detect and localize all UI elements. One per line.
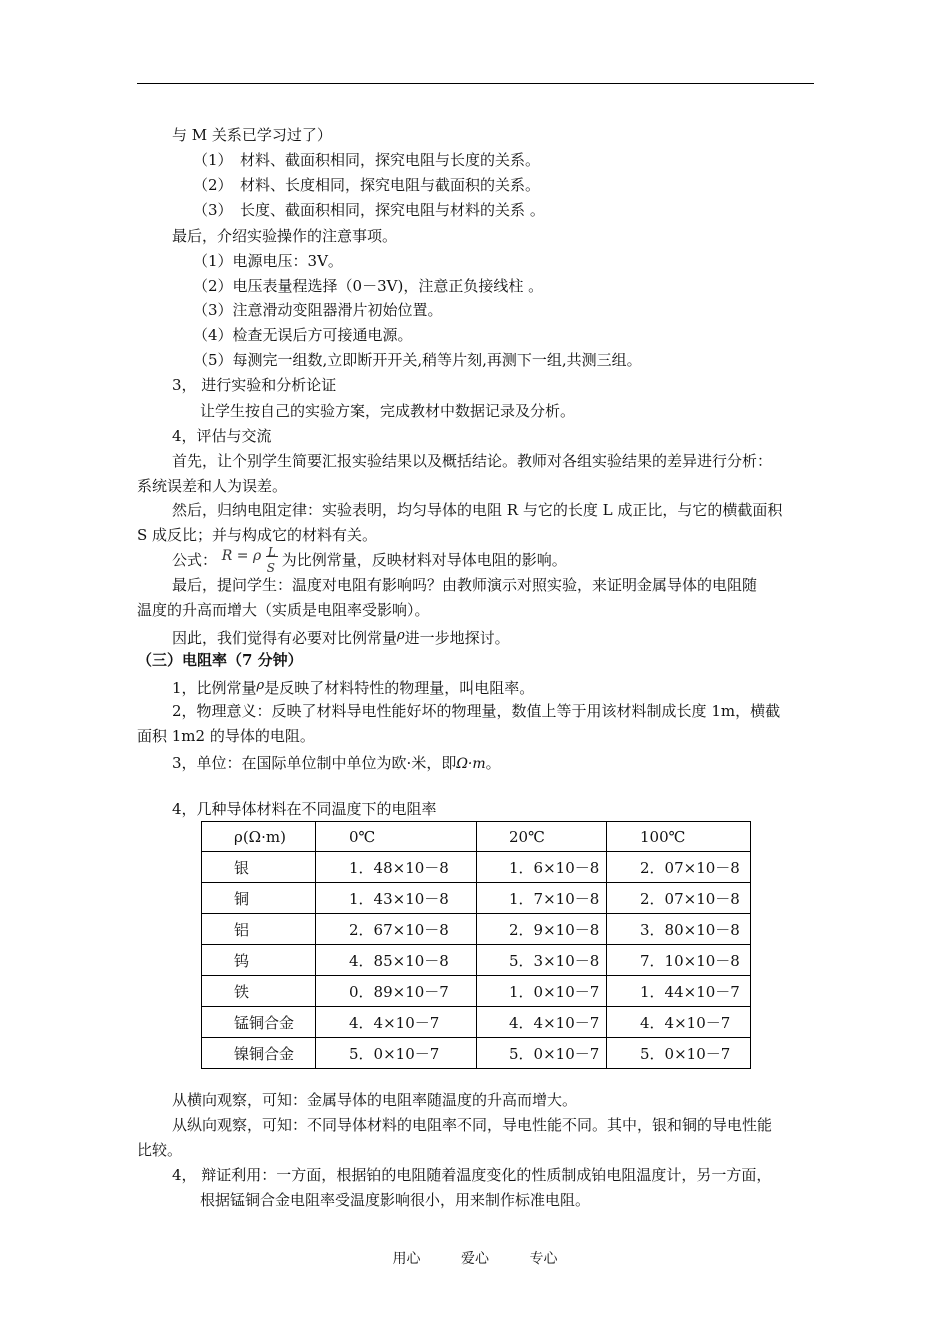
unit-symbol: Ω·m — [456, 756, 486, 772]
table-header-row — [202, 822, 751, 852]
text-line: 面积 1m2 的导体的电阻。 — [137, 727, 315, 745]
footer-word: 用心 — [392, 1251, 421, 1267]
text-line: 温度的升高而增大（实质是电阻率受影响）。 — [137, 601, 430, 619]
text-span: 。 — [485, 754, 501, 772]
page-footer — [0, 1248, 950, 1268]
text-line: 首先，让个别学生简要汇报实验结果以及概括结论。教师对各组实验结果的差异进行分析： — [172, 452, 773, 470]
formula-lhs: R = ρ — [221, 548, 262, 564]
list-item: （4）检查无误后方可接通电源。 — [193, 326, 413, 344]
table-cell: 镍铜合金 — [202, 1038, 316, 1069]
footer-word: 专心 — [529, 1251, 558, 1267]
table-cell: 银 — [202, 852, 316, 883]
section-heading: 3， 进行实验和分析论证 — [172, 376, 337, 394]
table-cell: 2．07×10－8 — [607, 883, 751, 914]
table-row — [202, 914, 751, 945]
table-cell: 1．48×10－8 — [316, 852, 477, 883]
formula-line — [172, 545, 567, 575]
resistance-formula — [221, 545, 282, 575]
text-line — [172, 676, 534, 698]
table-cell: 5．3×10－8 — [477, 945, 607, 976]
text-line: S 成反比；并与构成它的材料有关。 — [137, 526, 378, 544]
text-span: 1，比例常量 — [172, 679, 257, 697]
table-cell: 4．4×10－7 — [316, 1007, 477, 1038]
text-line: 4， 辩证利用：一方面，根据铂的电阻随着温度变化的性质制成铂电阻温度计，另一方面， — [172, 1166, 772, 1184]
table-cell: 4．4×10－7 — [477, 1007, 607, 1038]
table-cell: 2．67×10－8 — [316, 914, 477, 945]
table-row — [202, 1007, 751, 1038]
table-cell: 1．6×10－8 — [477, 852, 607, 883]
list-item: （5）每测完一组数,立即断开开关,稍等片刻,再测下一组,共测三组。 — [193, 351, 642, 369]
text-line — [172, 753, 501, 774]
table-row — [202, 852, 751, 883]
table-cell: 锰铜合金 — [202, 1007, 316, 1038]
text-line: 让学生按自己的实验方案，完成教材中数据记录及分析。 — [200, 402, 576, 420]
text-span: 3，单位：在国际单位制中单位为欧·米，即 — [172, 754, 457, 772]
formula-description: 为比例常量，反映材料对导体电阻的影响。 — [281, 551, 567, 569]
table-row — [202, 976, 751, 1007]
text-line: 然后，归纳电阻定律：实验表明，均匀导体的电阻 R 与它的长度 L 成正比，与它的横截面积 — [172, 501, 783, 519]
text-line: 系统误差和人为误差。 — [137, 477, 288, 495]
footer-word: 爱心 — [461, 1251, 489, 1267]
rho-symbol: ρ — [256, 678, 265, 693]
list-item: （2）电压表量程选择（0－3V)，注意正负接线柱 。 — [193, 277, 544, 295]
text-line: 最后，提问学生：温度对电阻有影响吗？由教师演示对照实验，来证明金属导体的电阻随 — [172, 576, 758, 594]
table-cell: 2．07×10－8 — [607, 852, 751, 883]
table-row — [202, 1038, 751, 1069]
text-line: 从横向观察，可知：金属导体的电阻率随温度的升高而增大。 — [172, 1091, 578, 1109]
text-line: 根据锰铜合金电阻率受温度影响很小，用来制作标准电阻。 — [200, 1191, 591, 1209]
text-span: 是反映了材料特性的物理量，叫电阻率。 — [264, 679, 535, 697]
section-heading: 4，评估与交流 — [172, 427, 272, 445]
table-cell: 2．9×10－8 — [477, 914, 607, 945]
text-span: 因此，我们觉得有必要对比例常量 — [172, 629, 398, 647]
resistivity-table — [201, 821, 751, 1069]
list-item: （3） 长度、截面积相同，探究电阻与材料的关系 。 — [193, 201, 545, 219]
text-line: 与 M 关系已学习过了） — [172, 126, 332, 144]
text-line — [172, 626, 510, 648]
text-line: 2，物理意义：反映了材料导电性能好坏的物理量，数值上等于用该材料制成长度 1m，横截 — [172, 702, 781, 720]
table-cell: 5．0×10－7 — [316, 1038, 477, 1069]
list-item: （3）注意滑动变阻器滑片初始位置。 — [193, 301, 443, 319]
table-cell: 铝 — [202, 914, 316, 945]
table-cell: 铜 — [202, 883, 316, 914]
table-cell: 5．0×10－7 — [607, 1038, 751, 1069]
table-cell: 5．0×10－7 — [477, 1038, 607, 1069]
table-header-cell: 100℃ — [607, 822, 751, 852]
table-cell: 铁 — [202, 976, 316, 1007]
table-cell: 1．43×10－8 — [316, 883, 477, 914]
header-rule — [137, 83, 814, 84]
table-header-cell: 0℃ — [316, 822, 477, 852]
table-cell: 1．44×10－7 — [607, 976, 751, 1007]
text-line: 比较。 — [137, 1141, 183, 1159]
table-header-cell: 20℃ — [477, 822, 607, 852]
text-line: 从纵向观察，可知：不同导体材料的电阻率不同，导电性能不同。其中，银和铜的导电性能 — [172, 1116, 773, 1134]
list-item: （1） 材料、截面积相同，探究电阻与长度的关系。 — [193, 151, 541, 169]
table-cell: 0．89×10－7 — [316, 976, 477, 1007]
text-line: 最后，介绍实验操作的注意事项。 — [172, 227, 398, 245]
table-cell: 7．10×10－8 — [607, 945, 751, 976]
table-header-cell: ρ(Ω·m) — [202, 822, 316, 852]
table-cell: 钨 — [202, 945, 316, 976]
formula-numerator: L — [266, 542, 278, 557]
table-cell: 1．7×10－8 — [477, 883, 607, 914]
table-row — [202, 883, 751, 914]
table-cell: 3．80×10－8 — [607, 914, 751, 945]
table-cell: 4．85×10－8 — [316, 945, 477, 976]
table-caption: 4，几种导体材料在不同温度下的电阻率 — [172, 800, 437, 818]
table-cell: 4．4×10－7 — [607, 1007, 751, 1038]
table-cell: 1．0×10－7 — [477, 976, 607, 1007]
section-title: （三）电阻率（7 分钟） — [137, 651, 303, 669]
formula-denominator: S — [266, 561, 276, 575]
rho-symbol: ρ — [397, 628, 405, 643]
formula-label: 公式： — [172, 551, 218, 569]
text-span: 进一步地探讨。 — [404, 629, 510, 647]
list-item: （2） 材料、长度相同，探究电阻与截面积的关系。 — [193, 176, 541, 194]
table-row — [202, 945, 751, 976]
list-item: （1）电源电压：3V。 — [193, 252, 343, 270]
